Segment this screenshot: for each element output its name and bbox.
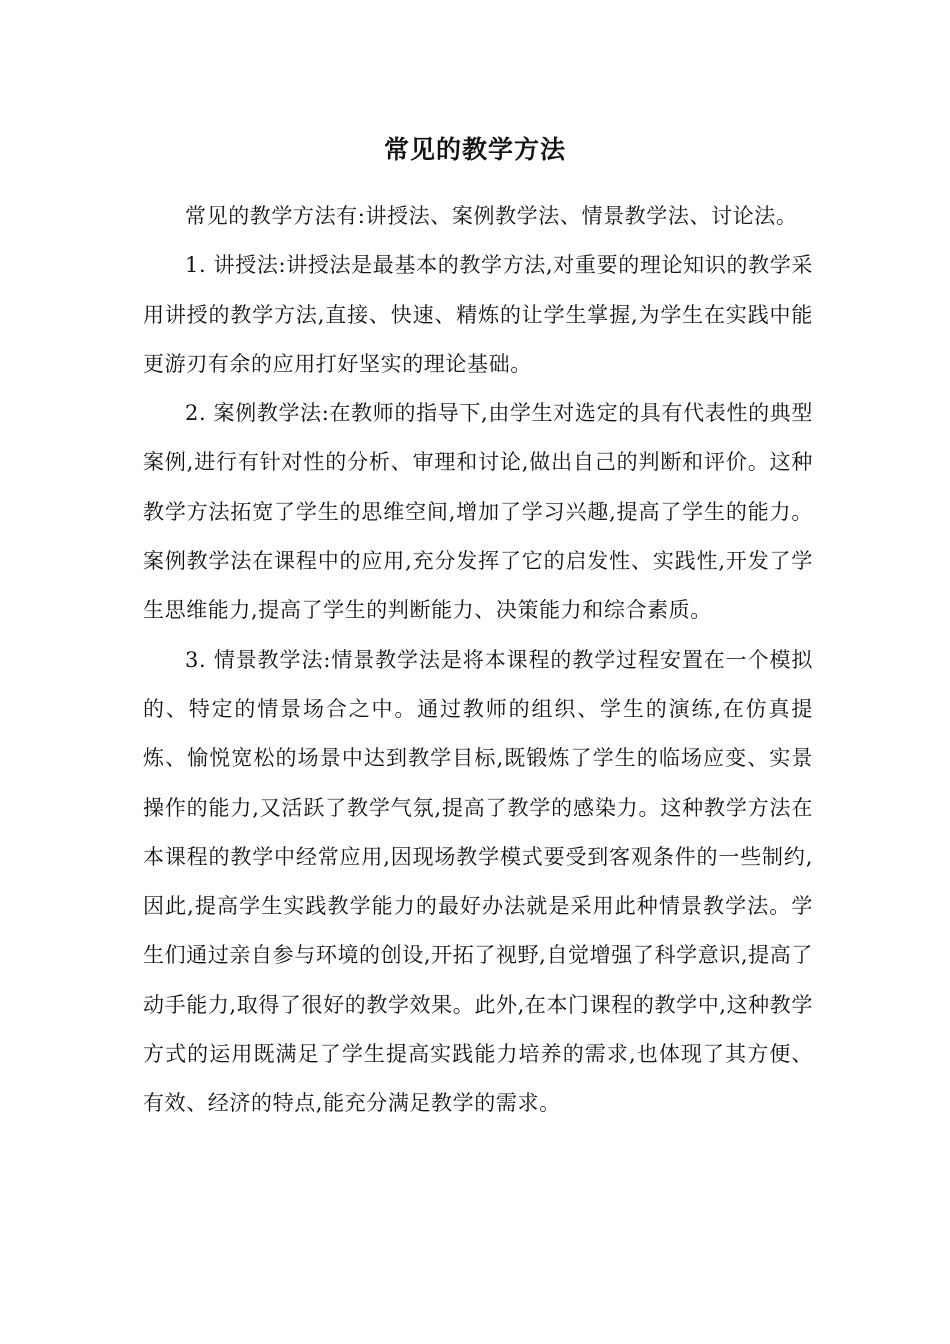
lecture-method-paragraph: 1. 讲授法:讲授法是最基本的教学方法,对重要的理论知识的教学采用讲授的教学方法,直接、快速、精炼的让学生掌握,为学生在实践中能更游刃有余的应用打好坚实的理论基础。 xyxy=(143,253,813,376)
case-teaching-paragraph: 2. 案例教学法:在教师的指导下,由学生对选定的具有代表性的典型案例,进行有针对性的分析、审理和讨论,做出自己的判断和评价。这种教学方法拓宽了学生的思维空间,增加了学习兴趣,提高了学生的能力。案例教学法在课程中的应用,充分发挥了它的启发性、实践性,开发了学生思维能力,提高了学生的判断能力、决策能力和综合素质。 xyxy=(143,401,813,623)
document-title: 常见的教学方法 xyxy=(383,135,566,164)
situational-teaching-paragraph: 3. 情景教学法:情景教学法是将本课程的教学过程安置在一个模拟的、特定的情景场合之中。通过教师的组织、学生的演练,在仿真提炼、愉悦宽松的场景中达到教学目标,既锻炼了学生的临场应变、实景操作的能力,又活跃了教学气氛,提高了教学的感染力。这种教学方法在本课程的教学中经常应用,因现场教学模式要受到客观条件的一些制约,因此,提高学生实践教学能力的最好办法就是采用此种情景教学法。学生们通过亲自参与环境的创设,开拓了视野,自觉增强了科学意识,提高了动手能力,取得了很好的教学效果。此外,在本门课程的教学中,这种教学方式的运用既满足了学生提高实践能力培养的需求,也体现了其方便、有效、经济的特点,能充分满足教学的需求。 xyxy=(143,647,813,1116)
document-body xyxy=(143,192,813,1129)
intro-paragraph: 常见的教学方法有:讲授法、案例教学法、情景教学法、讨论法。 xyxy=(185,204,798,228)
